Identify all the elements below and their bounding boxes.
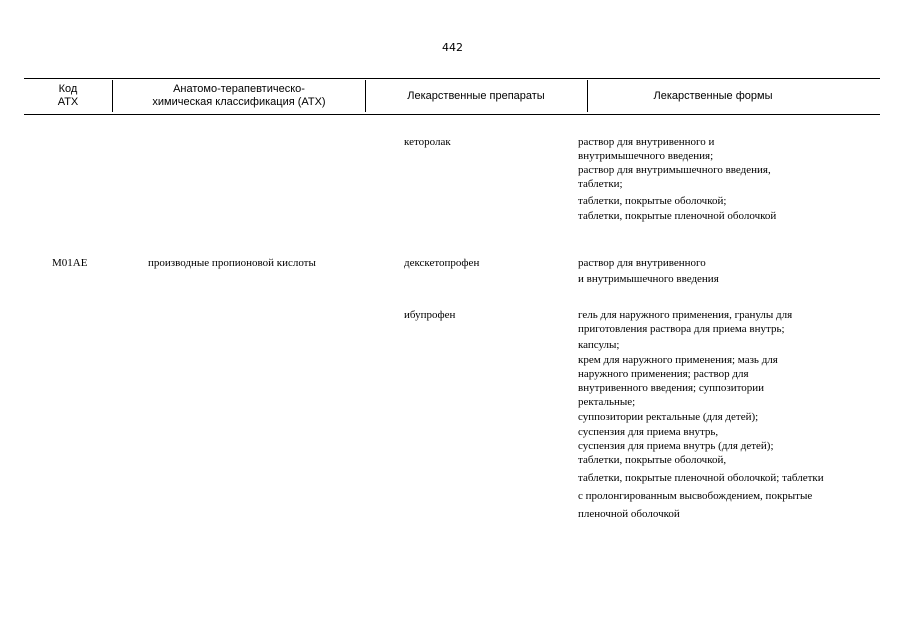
dosage-form-line: капсулы;: [578, 339, 620, 351]
dosage-form-line: крем для наружного применения; мазь для: [578, 354, 778, 366]
page-number: 442: [442, 41, 463, 54]
dosage-form-line: раствор для внутримышечного введения,: [578, 164, 771, 176]
atx-code: M01AE: [52, 257, 88, 269]
dosage-form-line: суспензия для приема внутрь (для детей);: [578, 440, 774, 452]
header-atx: [114, 80, 364, 112]
dosage-form-line: раствор для внутривенного: [578, 257, 706, 269]
header-code-line1: Код: [58, 83, 78, 95]
drug-name: ибупрофен: [404, 309, 456, 321]
dosage-form-line: с пролонгированным высвобождением, покрытые: [578, 490, 813, 502]
dosage-form-line: таблетки, покрытые пленочной оболочкой; таблетки: [578, 472, 824, 484]
dosage-form-line: таблетки, покрытые оболочкой;: [578, 195, 727, 207]
drug-name: кеторолак: [404, 136, 451, 148]
dosage-form-line: суспензия для приема внутрь,: [578, 426, 719, 438]
dosage-forms: [578, 135, 776, 223]
header-atx-line1: Анатомо-терапевтическо-: [173, 83, 305, 95]
dosage-form-line: таблетки;: [578, 178, 623, 190]
dosage-form-line: раствор для внутривенного и: [578, 136, 715, 148]
dosage-form-line: таблетки, покрытые пленочной оболочкой: [578, 210, 777, 222]
dosage-forms: [578, 308, 824, 521]
dosage-form-line: наружного применения; раствор для: [578, 368, 749, 380]
dosage-form-line: гель для наружного применения, гранулы для: [578, 309, 793, 321]
dosage-form-line: ректальные;: [578, 396, 636, 408]
table-top-rule: [24, 78, 880, 79]
dosage-forms: [578, 256, 719, 286]
header-code-line2: АТХ: [57, 96, 79, 108]
header-separator: [112, 80, 113, 112]
dosage-form-line: внутримышечного введения;: [578, 150, 714, 162]
header-code: [24, 80, 112, 112]
dosage-form-line: и внутримышечного введения: [578, 273, 719, 285]
dosage-form-line: таблетки, покрытые оболочкой,: [578, 454, 727, 466]
header-atx-line2: химическая классификация (АТХ): [152, 96, 326, 108]
dosage-form-line: приготовления раствора для приема внутрь;: [578, 323, 785, 335]
dosage-form-line: внутривенного введения; суппозитории: [578, 382, 765, 394]
drug-name: декскетопрофен: [404, 257, 480, 269]
header-forms: Лекарственные формы: [653, 89, 773, 102]
atx-classification: производные пропионовой кислоты: [148, 257, 316, 269]
header-drugs: Лекарственные препараты: [407, 89, 545, 102]
dosage-form-line: пленочной оболочкой: [578, 508, 680, 520]
table-header-rule: [24, 114, 880, 115]
dosage-form-line: суппозитории ректальные (для детей);: [578, 411, 759, 423]
